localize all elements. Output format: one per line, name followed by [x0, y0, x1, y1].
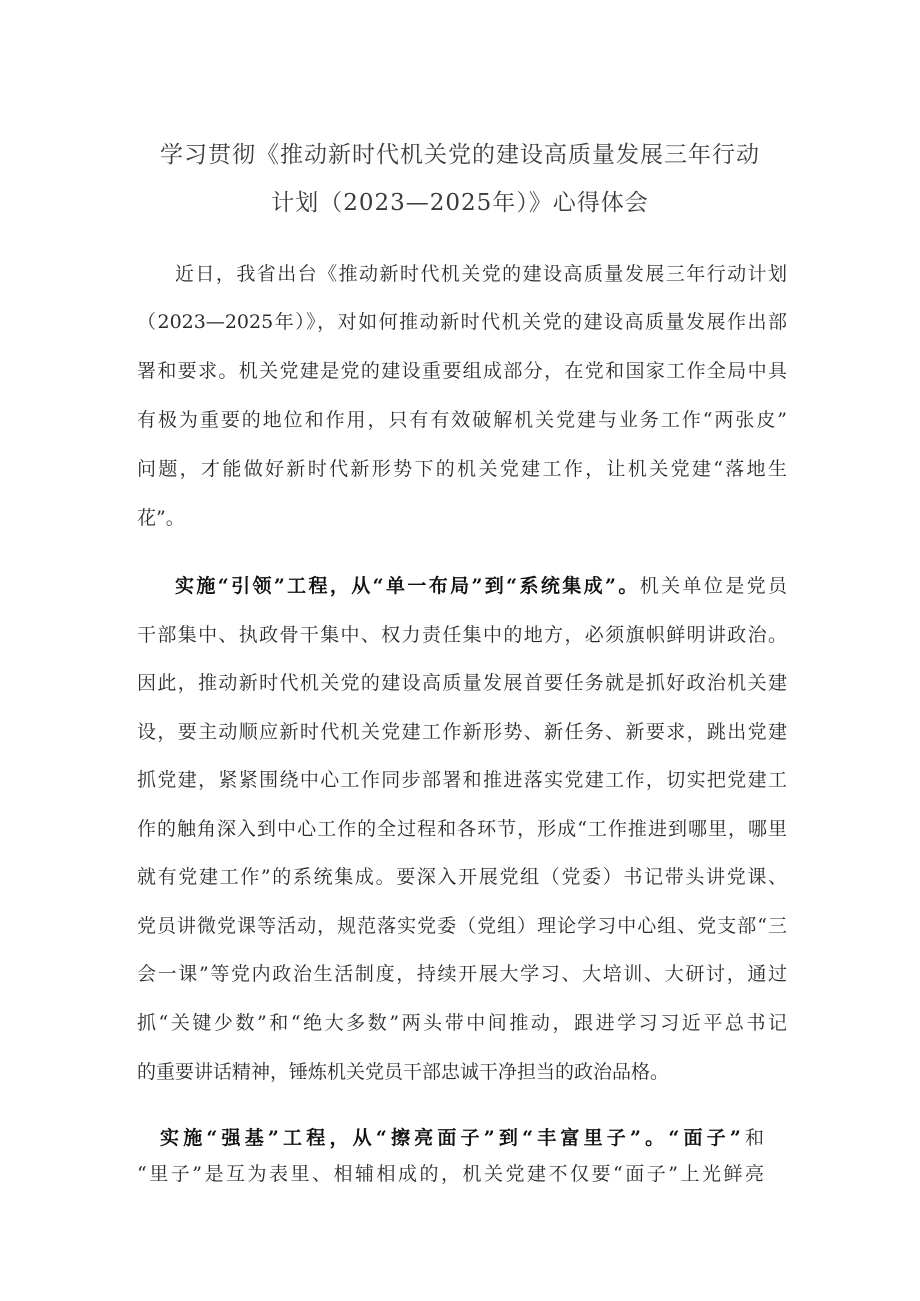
- document-title-line-2: 计划（2023—2025年）》心得体会: [271, 190, 649, 216]
- paragraph-3-heading: 实施“强基”工程，从“擦亮面子”到“丰富里子”。“面子”: [160, 1127, 741, 1149]
- paragraph-2-line: 抓党建，紧紧围绕中心工作同步部署和推进落实党建工作，切实把党建工: [137, 769, 787, 791]
- paragraph-2-line: 就有党建工作”的系统集成。要深入开展党组（党委）书记带头讲党课、: [137, 866, 787, 888]
- paragraph-2-line: 会一课”等党内政治生活制度，持续开展大学习、大培训、大研讨，通过: [137, 963, 787, 985]
- paragraph-1-line: （2023—2025年）》，对如何推动新时代机关党的建设高质量发展作出部: [137, 311, 787, 333]
- paragraph-1-line: 近日，我省出台《推动新时代机关党的建设高质量发展三年行动计划: [175, 263, 787, 285]
- paragraph-1-line: 署和要求。机关党建是党的建设重要组成部分，在党和国家工作全局中具: [137, 360, 787, 382]
- paragraph-2-line: 作的触角深入到中心工作的全过程和各环节，形成“工作推进到哪里，哪里: [137, 818, 787, 840]
- paragraph-2-line: 设，要主动顺应新时代机关党建工作新形势、新任务、新要求，跳出党建: [137, 721, 787, 743]
- paragraph-2-first-line-rest: 机关单位是党员: [639, 575, 787, 597]
- paragraph-2-line: 干部集中、执政骨干集中、权力责任集中的地方，必须旗帜鲜明讲政治。: [137, 624, 787, 646]
- paragraph-2-heading: 实施“引领”工程，从“单一布局”到“系统集成”。: [175, 575, 640, 597]
- paragraph-3-line: “里子”是互为表里、相辅相成的，机关党建不仅要“面子”上光鲜亮: [137, 1163, 764, 1185]
- paragraph-3-first-line: [160, 1123, 764, 1150]
- paragraph-2-line: 党员讲微党课等活动，规范落实党委（党组）理论学习中心组、党支部“三: [137, 915, 787, 937]
- paragraph-3-first-line-rest: 和: [740, 1127, 764, 1149]
- paragraph-1-line: 花”。: [137, 507, 185, 529]
- paragraph-2-line: 因此，推动新时代机关党的建设高质量发展首要任务就是抓好政治机关建: [137, 672, 787, 694]
- paragraph-1-line: 问题，才能做好新时代新形势下的机关党建工作，让机关党建“落地生: [137, 458, 787, 480]
- paragraph-2-line: 的重要讲话精神，锤炼机关党员干部忠诚干净担当的政治品格。: [137, 1061, 670, 1083]
- paragraph-2-first-line: [175, 571, 787, 598]
- paragraph-2-line: 抓“关键少数”和“绝大多数”两头带中间推动，跟进学习习近平总书记: [137, 1012, 787, 1034]
- document-title-line-1: 学习贯彻《推动新时代机关党的建设高质量发展三年行动: [160, 142, 760, 168]
- paragraph-1-line: 有极为重要的地位和作用，只有有效破解机关党建与业务工作“两张皮”: [137, 409, 787, 431]
